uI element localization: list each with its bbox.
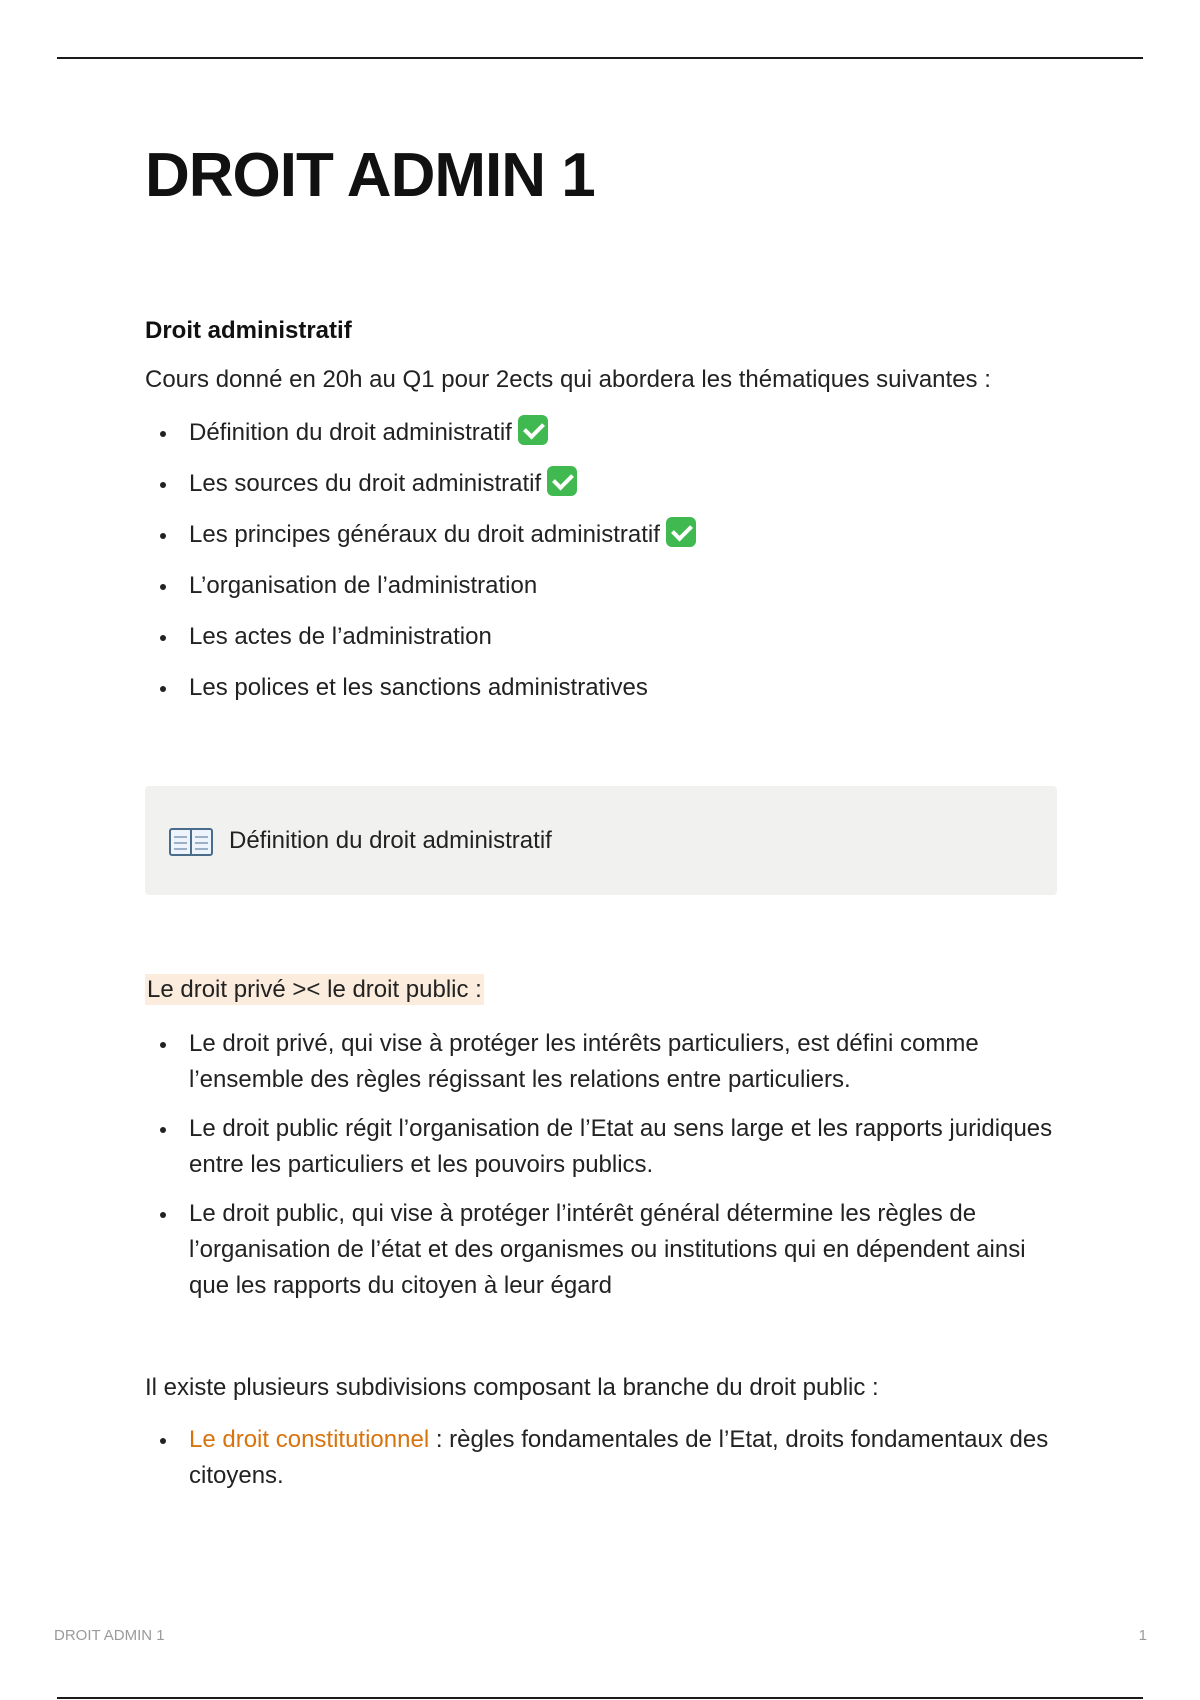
callout-block xyxy=(145,786,1057,895)
check-mark-icon xyxy=(547,466,577,496)
list-item xyxy=(145,568,1057,619)
callout-text: Définition du droit administratif xyxy=(229,826,552,854)
highlighted-heading xyxy=(145,976,484,1004)
topic-label: Les sources du droit administratif xyxy=(189,470,542,497)
top-rule xyxy=(57,57,1143,59)
list-item xyxy=(145,1422,1057,1494)
footer-title: DROIT ADMIN 1 xyxy=(54,1627,165,1644)
topic-label: Les actes de l’administration xyxy=(189,623,492,650)
topic-label: L’organisation de l’administration xyxy=(189,572,538,599)
page-number: 1 xyxy=(1138,1627,1147,1644)
subdivision-description: : règles fondamentales de l’Etat, droits fondamentaux des citoyens. xyxy=(189,1426,1049,1489)
list-item xyxy=(145,466,1057,517)
list-item: Le droit public régit l’organisation de l’Etat au sens large et les rapports juridiques entre les particuliers et les pouvoirs publics. xyxy=(145,1111,1057,1183)
section-heading: Droit administratif xyxy=(145,317,352,344)
list-item xyxy=(145,619,1057,670)
topic-label: Les principes généraux du droit administratif xyxy=(189,521,660,548)
page-title: DROIT ADMIN 1 xyxy=(145,141,595,210)
list-item xyxy=(145,415,1057,466)
list-item: Le droit privé, qui vise à protéger les intérêts particuliers, est défini comme l’ensemble des règles régissant les relations entre particuliers. xyxy=(145,1026,1057,1098)
list-item xyxy=(145,517,1057,568)
check-mark-icon xyxy=(518,415,548,445)
list-item: Le droit public, qui vise à protéger l’intérêt général détermine les règles de l’organisation de l’état et des organismes ou institutions qui en dépendent ainsi que les rapports du citoyen à leur égard xyxy=(145,1196,1057,1304)
highlight-text: Le droit privé >< le droit public : xyxy=(147,976,482,1003)
subdivision-term: Le droit constitutionnel xyxy=(189,1426,430,1453)
open-book-icon xyxy=(169,826,211,856)
topics-list xyxy=(145,415,1057,721)
bottom-rule xyxy=(57,1697,1143,1699)
definitions-list xyxy=(145,1026,1057,1317)
intro-paragraph: Cours donné en 20h au Q1 pour 2ects qui abordera les thématiques suivantes : xyxy=(145,366,991,393)
check-mark-icon xyxy=(666,517,696,547)
list-item xyxy=(145,670,1057,721)
topic-label: Définition du droit administratif xyxy=(189,419,512,446)
topic-label: Les polices et les sanctions administratives xyxy=(189,674,648,701)
subdivisions-intro: Il existe plusieurs subdivisions composant la branche du droit public : xyxy=(145,1374,879,1401)
subdivisions-list xyxy=(145,1422,1057,1494)
